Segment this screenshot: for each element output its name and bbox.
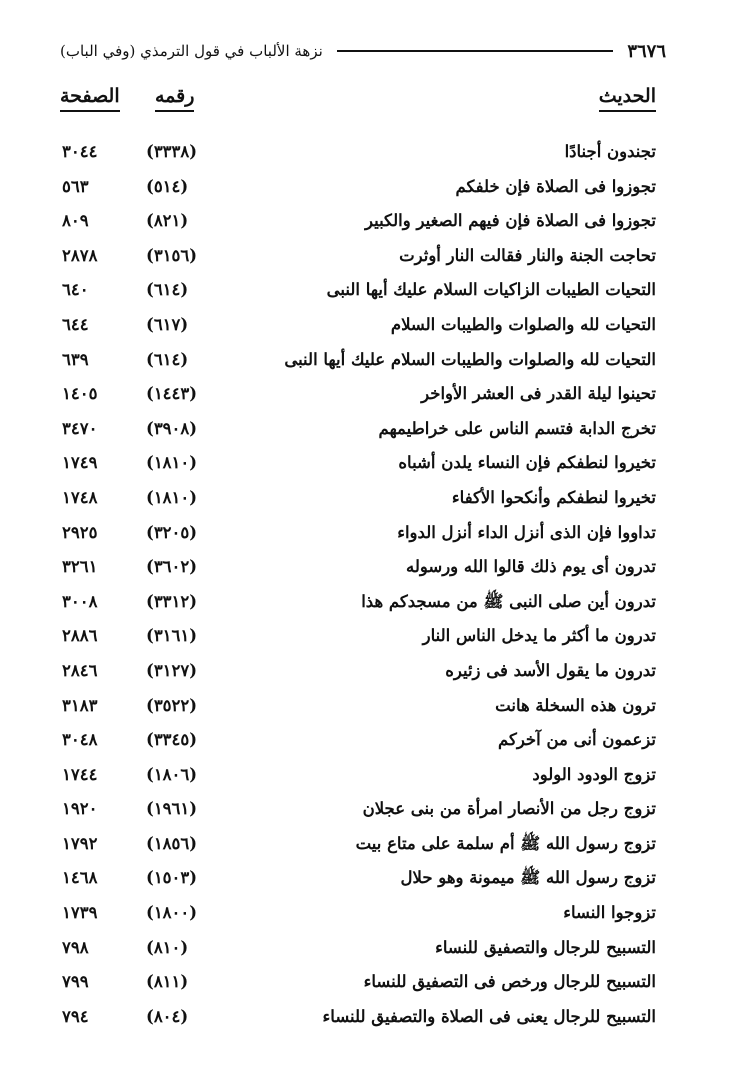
page-reference: ١٤٠٥ (62, 384, 98, 404)
index-row (60, 691, 656, 726)
hadith-number: (٦١٧) (146, 314, 189, 334)
page-reference: ١٧٩٢ (62, 833, 98, 853)
index-row (60, 863, 656, 898)
hadith-number: (٥١٤) (146, 176, 189, 196)
page-reference: ١٧٣٩ (62, 903, 98, 923)
page-number: ٣٦٧٦ (627, 40, 666, 62)
page-reference: ١٧٤٩ (62, 453, 98, 473)
page-reference: ٢٨٤٦ (62, 660, 98, 680)
hadith-number: (٨١٠) (146, 937, 189, 957)
index-row (60, 483, 656, 518)
page-reference: ٨٠٩ (62, 211, 89, 231)
hadith-number: (٣١٥٦) (146, 245, 198, 265)
hadith-text: تجوزوا فى الصلاة فإن فيهم الصغير والكبير (364, 211, 656, 231)
index-row (60, 587, 656, 622)
index-row (60, 206, 656, 241)
hadith-text: تحينوا ليلة القدر فى العشر الأواخر (421, 384, 656, 404)
hadith-text: تدرون ما يقول الأسد فى زئيره (445, 660, 656, 680)
hadith-text: تخيروا لنطفكم وأنكحوا الأكفاء (451, 487, 656, 507)
hadith-text: التحيات لله والصلوات والطيبات السلام عليك أيها النبى (284, 349, 656, 369)
page-reference: ٢٩٢٥ (62, 522, 98, 542)
column-header-number: رقمه (155, 84, 194, 112)
index-row (60, 1002, 656, 1037)
index-row (60, 345, 656, 380)
index-row (60, 137, 656, 172)
index-row (60, 898, 656, 933)
hadith-number: (٣٩٠٨) (146, 418, 198, 438)
index-row (60, 760, 656, 795)
hadith-index-list (60, 137, 656, 1036)
page-reference: ٧٩٨ (62, 937, 89, 957)
page-reference: ٣١٨٣ (62, 695, 98, 715)
hadith-text: تزوج رجل من الأنصار امرأة من بنى عجلان (362, 799, 656, 819)
page-reference: ٣٠٤٤ (62, 142, 98, 161)
hadith-number: (٣٦٠٢) (146, 557, 198, 577)
hadith-text: تداووا فإن الذى أنزل الداء أنزل الدواء (397, 522, 656, 542)
page-reference: ٣٤٧٠ (62, 418, 98, 438)
index-row (60, 379, 656, 414)
hadith-number: (٣٢٠٥) (146, 522, 198, 542)
hadith-number: (٣٣١٢) (146, 591, 198, 611)
hadith-number: (٨٢١) (146, 211, 189, 231)
hadith-text: تجندون أجنادًا (564, 142, 656, 161)
index-row (60, 725, 656, 760)
page-reference: ٧٩٩ (62, 972, 89, 992)
page-reference: ٣٠٠٨ (62, 591, 98, 611)
hadith-text: التسبيح للرجال ورخص فى التصفيق للنساء (363, 972, 656, 992)
hadith-number: (٨١١) (146, 972, 189, 992)
hadith-text: تجوزوا فى الصلاة فإن خلفكم (455, 176, 656, 196)
index-row (60, 172, 656, 207)
column-headers (60, 84, 656, 114)
page-reference: ١٤٦٨ (62, 868, 98, 888)
hadith-text: التحيات لله والصلوات والطيبات السلام (390, 314, 656, 334)
column-header-hadith: الحديث (599, 84, 656, 112)
hadith-text: تخيروا لنطفكم فإن النساء يلدن أشباه (398, 453, 656, 473)
index-row (60, 414, 656, 449)
index-row (60, 656, 656, 691)
hadith-text: تخرج الدابة فتسم الناس على خراطيمهم (378, 418, 656, 438)
hadith-number: (٣٣٤٥) (146, 730, 198, 750)
index-row (60, 829, 656, 864)
page-reference: ٥٦٣ (62, 176, 89, 196)
page-reference: ٦٣٩ (62, 349, 89, 369)
index-row (60, 794, 656, 829)
index-row (60, 518, 656, 553)
book-title: نزهة الألباب في قول الترمذي (وفي الباب) (60, 42, 323, 60)
hadith-number: (١٨١٠) (146, 487, 198, 507)
running-head (60, 38, 666, 64)
hadith-text: تحاجت الجنة والنار فقالت النار أوثرت (399, 245, 656, 265)
index-row (60, 933, 656, 968)
hadith-text: تدرون أين صلى النبى ﷺ من مسجدكم هذا (361, 591, 656, 611)
hadith-text: تزوج رسول الله ﷺ ميمونة وهو حلال (400, 868, 656, 888)
hadith-text: التسبيح للرجال يعنى فى الصلاة والتصفيق للنساء (322, 1006, 656, 1026)
page-reference: ١٧٤٤ (62, 764, 98, 784)
hadith-number: (١٨٥٦) (146, 833, 198, 853)
hadith-text: تزوج الودود الولود (532, 764, 656, 784)
hadith-text: تزوجوا النساء (563, 903, 656, 923)
hadith-text: تدرون أى يوم ذلك قالوا الله ورسوله (405, 557, 656, 577)
column-header-page: الصفحة (60, 84, 120, 112)
hadith-number: (١٨١٠) (146, 453, 198, 473)
hadith-number: (١٩٦١) (146, 799, 198, 819)
page-reference: ١٧٤٨ (62, 487, 98, 507)
hadith-number: (٦١٤) (146, 280, 189, 300)
page-reference: ٣٢٦١ (62, 557, 98, 577)
index-row (60, 241, 656, 276)
hadith-number: (٨٠٤) (146, 1006, 189, 1026)
hadith-text: تزعمون أنى من آخركم (497, 730, 656, 750)
header-rule (337, 50, 614, 52)
hadith-text: تدرون ما أكثر ما يدخل الناس النار (422, 626, 656, 646)
hadith-text: ترون هذه السخلة هانت (495, 695, 656, 715)
hadith-text: التسبيح للرجال والتصفيق للنساء (435, 937, 656, 957)
hadith-number: (١٤٤٣) (146, 384, 198, 404)
page-reference: ٢٨٧٨ (62, 245, 98, 265)
page-reference: ٣٠٤٨ (62, 730, 98, 750)
page-reference: ٦٤٤ (62, 314, 89, 334)
page-reference: ٢٨٨٦ (62, 626, 98, 646)
hadith-number: (٦١٤) (146, 349, 189, 369)
hadith-text: التحيات الطيبات الزاكيات السلام عليك أيها النبى (326, 280, 656, 300)
hadith-number: (٣٥٢٢) (146, 695, 198, 715)
page-reference: ٧٩٤ (62, 1006, 89, 1026)
index-row (60, 275, 656, 310)
hadith-text: تزوج رسول الله ﷺ أم سلمة على متاع بيت (355, 833, 656, 853)
page-reference: ٦٤٠ (62, 280, 89, 300)
index-row (60, 448, 656, 483)
hadith-number: (٣٣٣٨) (146, 142, 198, 161)
hadith-number: (١٨٠٦) (146, 764, 198, 784)
hadith-number: (٣١٢٧) (146, 660, 198, 680)
index-row (60, 621, 656, 656)
hadith-number: (١٥٠٣) (146, 868, 198, 888)
index-row (60, 552, 656, 587)
hadith-number: (١٨٠٠) (146, 903, 198, 923)
index-row (60, 967, 656, 1002)
hadith-number: (٣١٦١) (146, 626, 198, 646)
page-reference: ١٩٢٠ (62, 799, 98, 819)
index-row (60, 310, 656, 345)
